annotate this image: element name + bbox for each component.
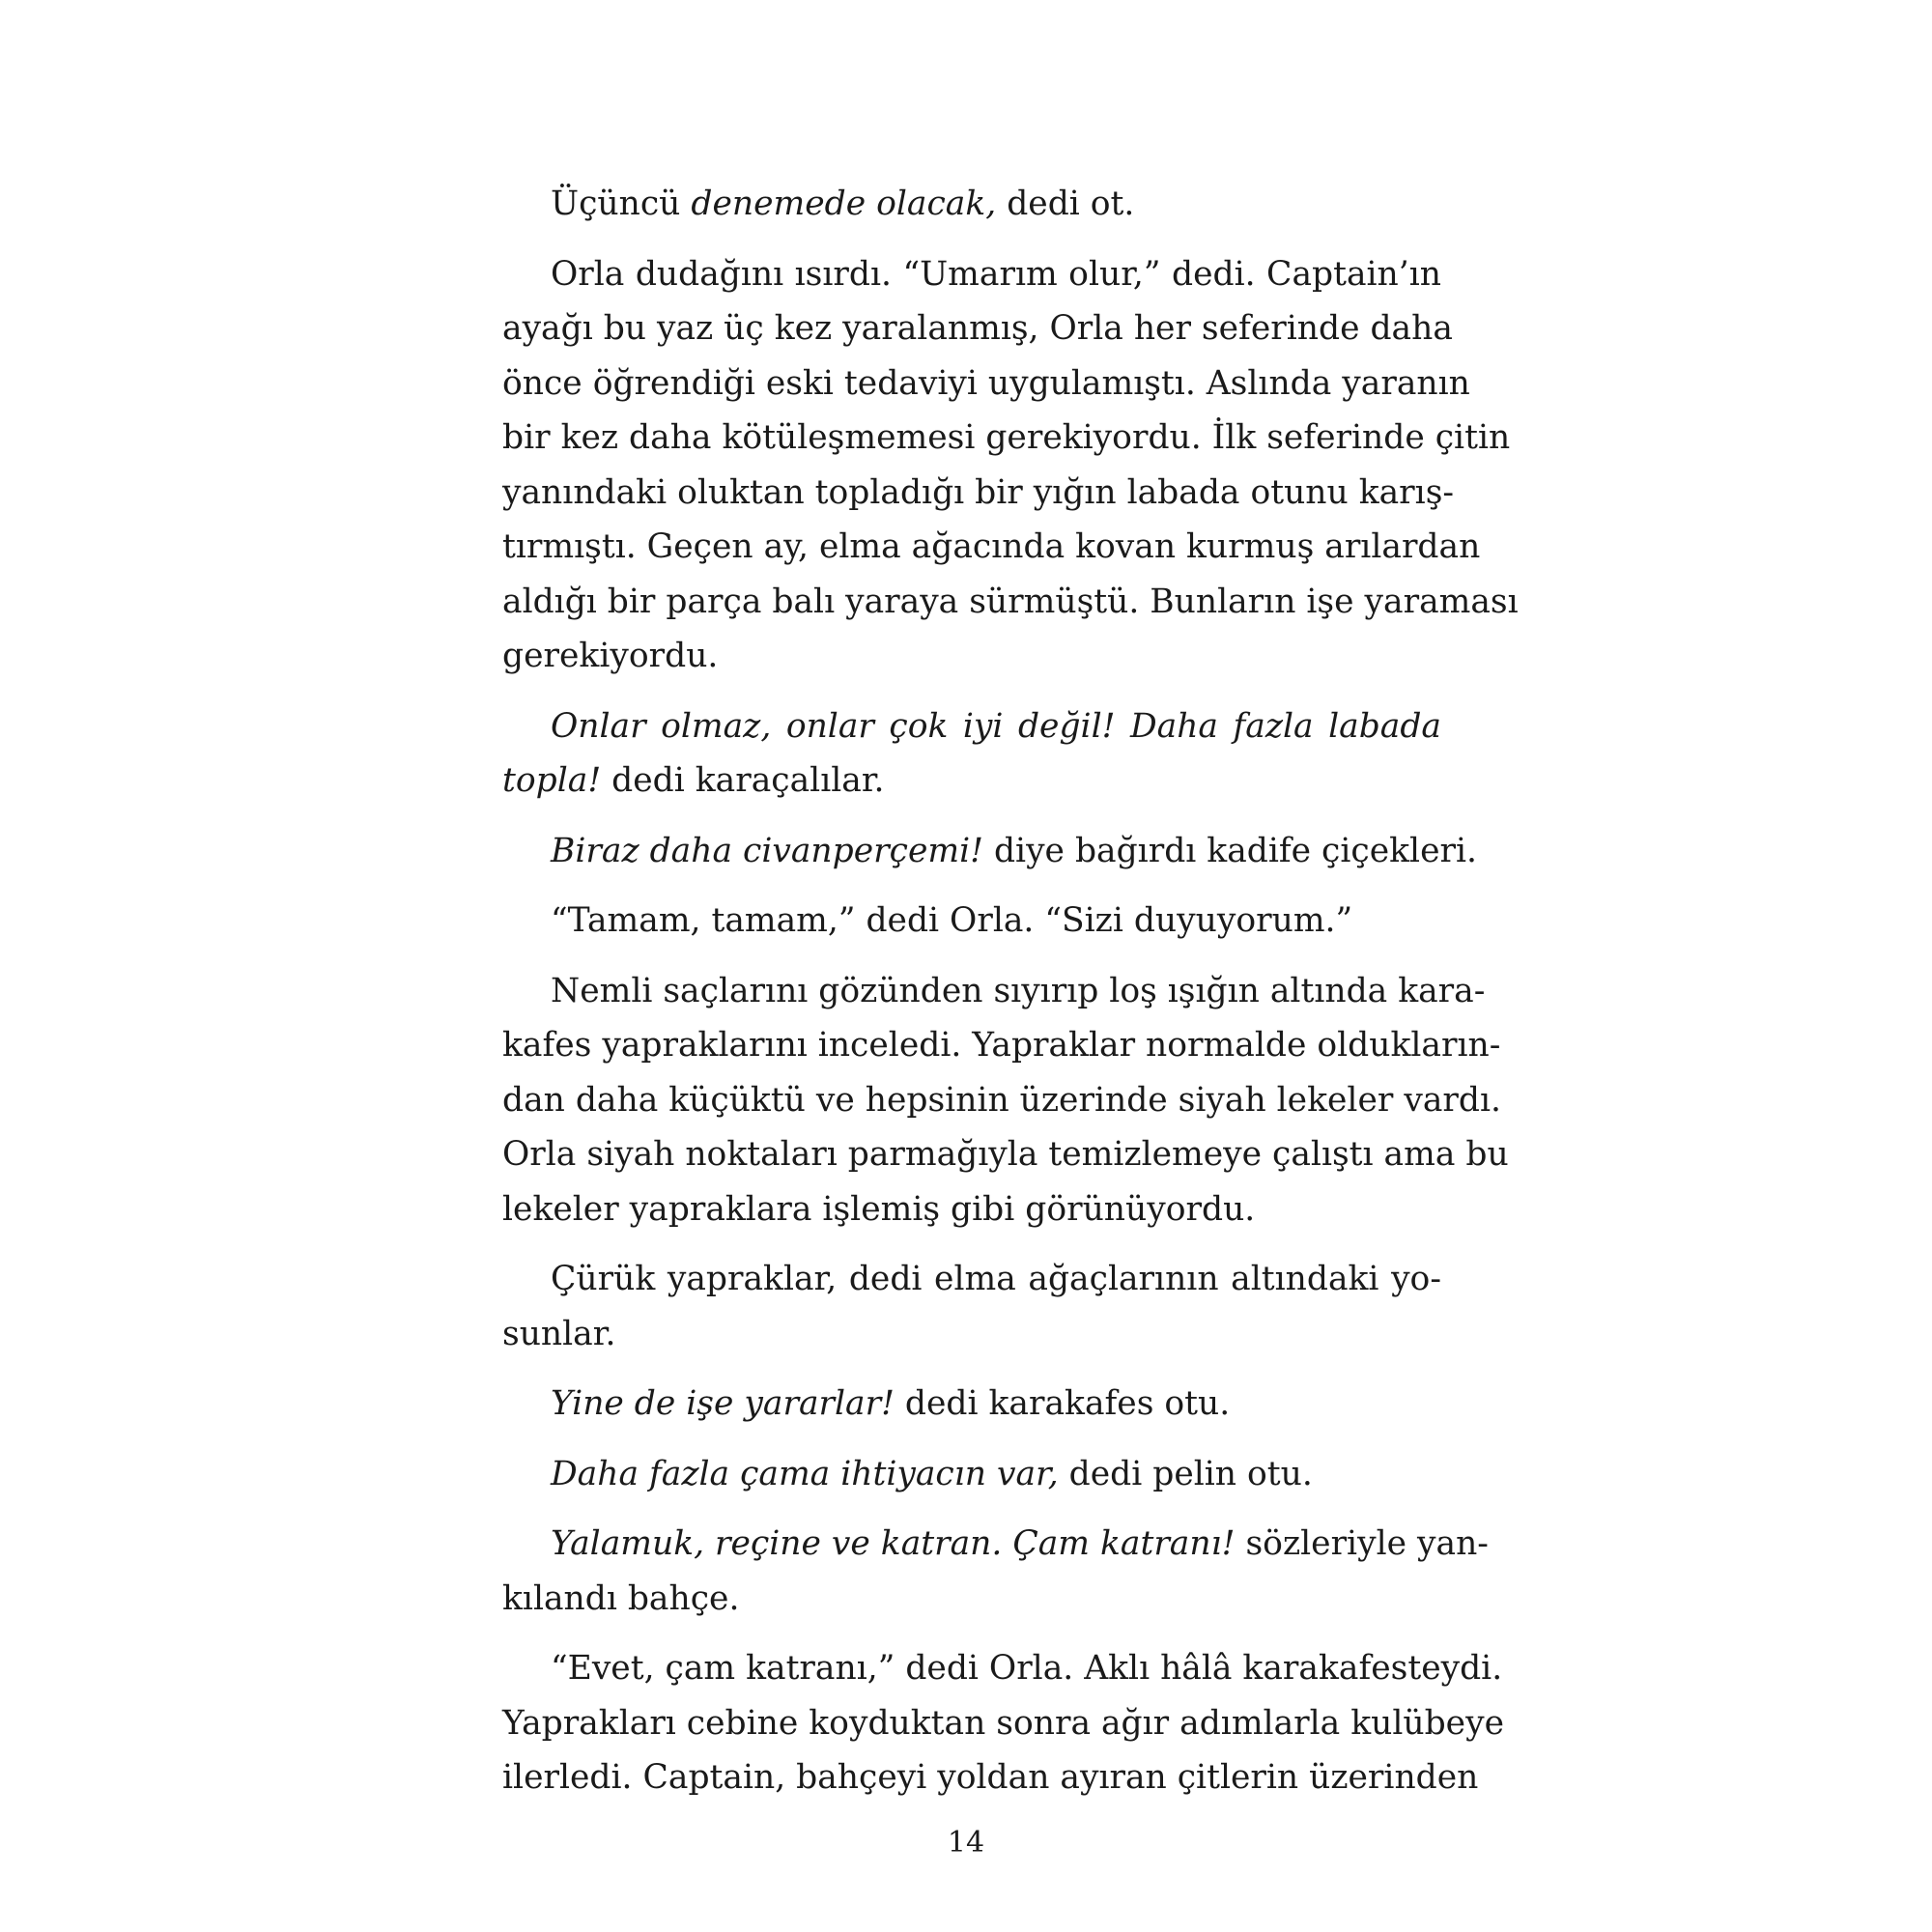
text-line — [502, 575, 1519, 630]
text-line — [502, 1517, 1489, 1572]
italic-text-run: denemede olacak, — [691, 185, 997, 223]
text-line — [502, 1572, 1441, 1627]
italic-text-run: Yine de işe yararlar! — [551, 1384, 895, 1423]
text-line — [502, 520, 1481, 575]
text-line — [502, 1750, 1479, 1805]
italic-text-run: Yalamuk, reçine ve katran. Çam katranı! — [551, 1524, 1236, 1563]
text-line — [502, 699, 1441, 754]
text-run: sunlar. — [502, 1314, 616, 1353]
text-line — [502, 1641, 1503, 1696]
paragraph — [502, 1447, 1441, 1502]
italic-text-run: Onlar olmaz, onlar çok iyi değil! Daha fazla labada — [551, 706, 1441, 746]
paragraph — [502, 1517, 1489, 1626]
text-line — [502, 301, 1453, 356]
text-run: aldığı bir parça balı yaraya sürmüştü. Bunların işe yaraması — [502, 582, 1519, 621]
text-run: “Tamam, tamam,” dedi Orla. “Sizi duyuyorum.” — [551, 901, 1353, 940]
paragraph — [502, 1641, 1504, 1805]
text-run: tırmıştı. Geçen ay, elma ağacında kovan kurmuş arılardan — [502, 527, 1481, 566]
text-line — [502, 1307, 1441, 1362]
text-run: sözleriyle yan- — [1235, 1524, 1489, 1563]
italic-text-run: Daha fazla çama ihtiyacın var, — [551, 1454, 1059, 1493]
text-run: Çürük yapraklar, dedi elma ağaçlarının altındaki yo- — [551, 1260, 1441, 1298]
text-line — [502, 356, 1470, 412]
text-line — [502, 1696, 1504, 1751]
text-line — [502, 177, 1441, 232]
text-run: Orla dudağını ısırdı. “Umarım olur,” dedi. Captain’ın — [551, 254, 1441, 294]
italic-text-run: topla! — [502, 761, 602, 800]
text-run: lekeler yapraklara işlemiş gibi görünüyordu. — [502, 1189, 1256, 1229]
text-line — [502, 1377, 1441, 1432]
paragraph — [502, 699, 1441, 809]
text-run: dedi karaçalılar. — [601, 761, 885, 800]
text-run: dedi pelin otu. — [1058, 1454, 1313, 1493]
italic-text-run: Biraz daha civanperçemi! — [551, 831, 983, 870]
text-line — [502, 964, 1486, 1019]
text-line — [502, 1127, 1509, 1182]
text-run: dedi karakafes otu. — [894, 1384, 1231, 1423]
paragraph — [502, 1252, 1441, 1361]
text-line — [502, 1182, 1441, 1237]
paragraph — [502, 177, 1441, 232]
text-run: yanındaki oluktan topladığı bir yığın labada otunu karış- — [502, 472, 1455, 512]
page-number: 14 — [947, 1826, 985, 1860]
text-run: “Evet, çam katranı,” dedi Orla. Aklı hâlâ karakafesteydi. — [551, 1649, 1503, 1688]
text-line — [502, 411, 1511, 466]
text-line — [502, 247, 1441, 302]
paragraph — [502, 1377, 1441, 1432]
text-run: dedi ot. — [996, 185, 1135, 223]
text-run: gerekiyordu. — [502, 637, 719, 675]
text-line — [502, 466, 1455, 521]
text-line — [502, 753, 1441, 809]
text-run: önce öğrendiği eski tedaviyi uygulamıştı. Aslında yaranın — [502, 363, 1470, 403]
text-run: bir kez daha kötüleşmemesi gerekiyordu. İlk seferinde çitin — [502, 418, 1511, 457]
text-line — [502, 1018, 1501, 1073]
text-run: Yaprakları cebine koyduktan sonra ağır adımlarla kulübeye — [502, 1703, 1504, 1743]
text-line — [502, 1252, 1441, 1307]
text-run: Üçüncü — [551, 185, 692, 223]
text-run: kılandı bahçe. — [502, 1578, 740, 1618]
text-run: kafes yapraklarını inceledi. Yapraklar normalde oldukların- — [502, 1026, 1501, 1065]
text-run: diye bağırdı kadife çiçekleri. — [982, 831, 1477, 870]
text-run: dan daha küçüktü ve hepsinin üzerinde siyah lekeler vardı. — [502, 1080, 1501, 1120]
paragraph — [502, 824, 1477, 879]
text-run: ayağı bu yaz üç kez yaralanmış, Orla her seferinde daha — [502, 309, 1453, 348]
paragraph — [502, 964, 1509, 1237]
book-page-text — [502, 177, 1519, 1821]
text-line — [502, 1073, 1501, 1128]
paragraph — [502, 894, 1441, 949]
text-line — [502, 824, 1477, 879]
text-line — [502, 629, 1441, 684]
text-run: Nemli saçlarını gözünden sıyırıp loş ışığın altında kara- — [551, 971, 1486, 1010]
text-line — [502, 894, 1441, 949]
text-line — [502, 1447, 1441, 1502]
text-run: ilerledi. Captain, bahçeyi yoldan ayıran çitlerin üzerinden — [502, 1758, 1479, 1797]
paragraph — [502, 247, 1519, 684]
text-run: Orla siyah noktaları parmağıyla temizlemeye çalıştı ama bu — [502, 1135, 1509, 1174]
